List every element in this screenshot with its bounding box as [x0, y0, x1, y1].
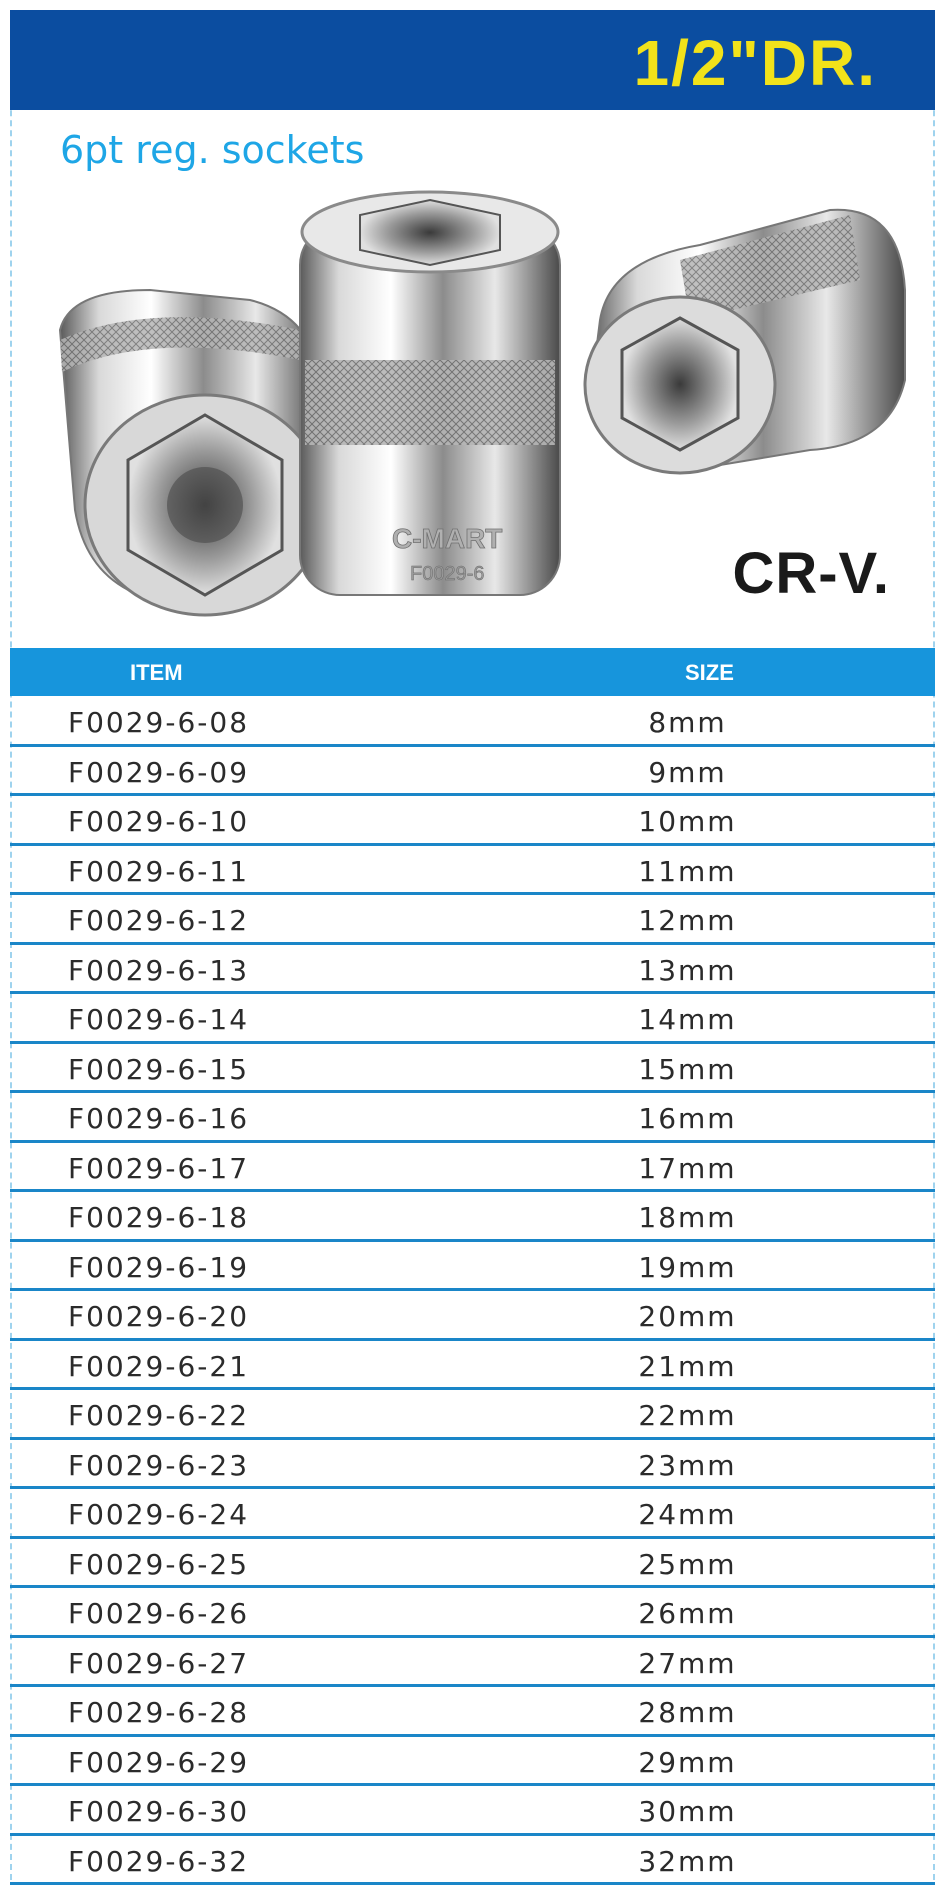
table-row — [10, 1242, 935, 1292]
item-code: F0029-6-08 — [68, 706, 250, 739]
item-code: F0029-6-30 — [68, 1795, 250, 1828]
item-code: F0029-6-15 — [68, 1052, 250, 1086]
socket-size: 28mm — [638, 1696, 737, 1729]
item-code: F0029-6-19 — [68, 1250, 250, 1284]
socket-size: 29mm — [638, 1745, 737, 1779]
table-row — [10, 1440, 935, 1490]
socket-size: 14mm — [638, 1003, 737, 1036]
material-label: CR-V. — [732, 541, 890, 606]
right-socket — [585, 210, 905, 473]
table-row — [10, 1489, 935, 1539]
item-code: F0029-6-26 — [68, 1597, 250, 1630]
table-row — [10, 1291, 935, 1341]
item-code: F0029-6-17 — [68, 1151, 250, 1185]
drive-size-title: 1/2"DR. — [633, 27, 877, 99]
item-code: F0029-6-29 — [68, 1745, 250, 1779]
table-row — [10, 1192, 935, 1242]
socket-size: 25mm — [638, 1547, 737, 1581]
item-code: F0029-6-25 — [68, 1547, 250, 1581]
socket-size: 26mm — [638, 1597, 737, 1630]
socket-size: 18mm — [638, 1201, 737, 1234]
left-socket — [60, 290, 325, 615]
socket-size: 23mm — [638, 1448, 737, 1482]
table-row — [10, 895, 935, 945]
socket-size: 19mm — [638, 1250, 737, 1284]
center-socket — [300, 192, 560, 595]
table-row — [10, 1638, 935, 1688]
item-code: F0029-6-22 — [68, 1399, 250, 1432]
table-row — [10, 1687, 935, 1737]
socket-size: 24mm — [638, 1498, 737, 1531]
socket-size: 9mm — [648, 755, 727, 789]
table-row — [10, 1786, 935, 1836]
item-code: F0029-6-20 — [68, 1300, 250, 1333]
table-row — [10, 747, 935, 797]
table-row — [10, 1044, 935, 1094]
socket-size: 32mm — [638, 1844, 737, 1878]
table-row — [10, 945, 935, 995]
socket-size: 20mm — [638, 1300, 737, 1333]
socket-size: 13mm — [638, 953, 737, 987]
item-code: F0029-6-10 — [68, 805, 250, 838]
item-code: F0029-6-16 — [68, 1102, 250, 1135]
engraving-brand: C-MART — [392, 523, 503, 554]
socket-size: 10mm — [638, 805, 737, 838]
socket-size: 11mm — [638, 854, 737, 888]
column-header-item: ITEM — [130, 660, 183, 685]
socket-size: 8mm — [648, 706, 727, 739]
item-code: F0029-6-14 — [68, 1003, 250, 1036]
socket-size: 17mm — [638, 1151, 737, 1185]
table-header — [10, 648, 935, 696]
socket-size: 22mm — [638, 1399, 737, 1432]
item-code: F0029-6-21 — [68, 1349, 250, 1383]
socket-size: 21mm — [638, 1349, 737, 1383]
item-code: F0029-6-09 — [68, 755, 250, 789]
item-code: F0029-6-32 — [68, 1844, 250, 1878]
item-code: F0029-6-23 — [68, 1448, 250, 1482]
item-code: F0029-6-28 — [68, 1696, 250, 1729]
table-row — [10, 1539, 935, 1589]
socket-size: 15mm — [638, 1052, 737, 1086]
table-row — [10, 697, 935, 747]
table-row — [10, 1737, 935, 1787]
table-row — [10, 846, 935, 896]
column-header-size: SIZE — [685, 660, 734, 685]
item-code: F0029-6-11 — [68, 854, 250, 888]
item-code: F0029-6-13 — [68, 953, 250, 987]
socket-size: 12mm — [638, 904, 737, 937]
table-row — [10, 1341, 935, 1391]
item-code: F0029-6-12 — [68, 904, 250, 937]
product-subtitle: 6pt reg. sockets — [60, 128, 365, 172]
item-code: F0029-6-27 — [68, 1646, 250, 1680]
table-row — [10, 796, 935, 846]
item-code: F0029-6-18 — [68, 1201, 250, 1234]
table-row — [10, 1588, 935, 1638]
socket-size: 16mm — [638, 1102, 737, 1135]
table-row — [10, 1390, 935, 1440]
item-code: F0029-6-24 — [68, 1498, 250, 1531]
table-row — [10, 1093, 935, 1143]
table-row — [10, 1836, 935, 1886]
table-row — [10, 994, 935, 1044]
socket-size: 30mm — [638, 1795, 737, 1828]
table-row — [10, 1143, 935, 1193]
socket-size: 27mm — [638, 1646, 737, 1680]
engraving-code: F0029-6 — [410, 563, 485, 585]
